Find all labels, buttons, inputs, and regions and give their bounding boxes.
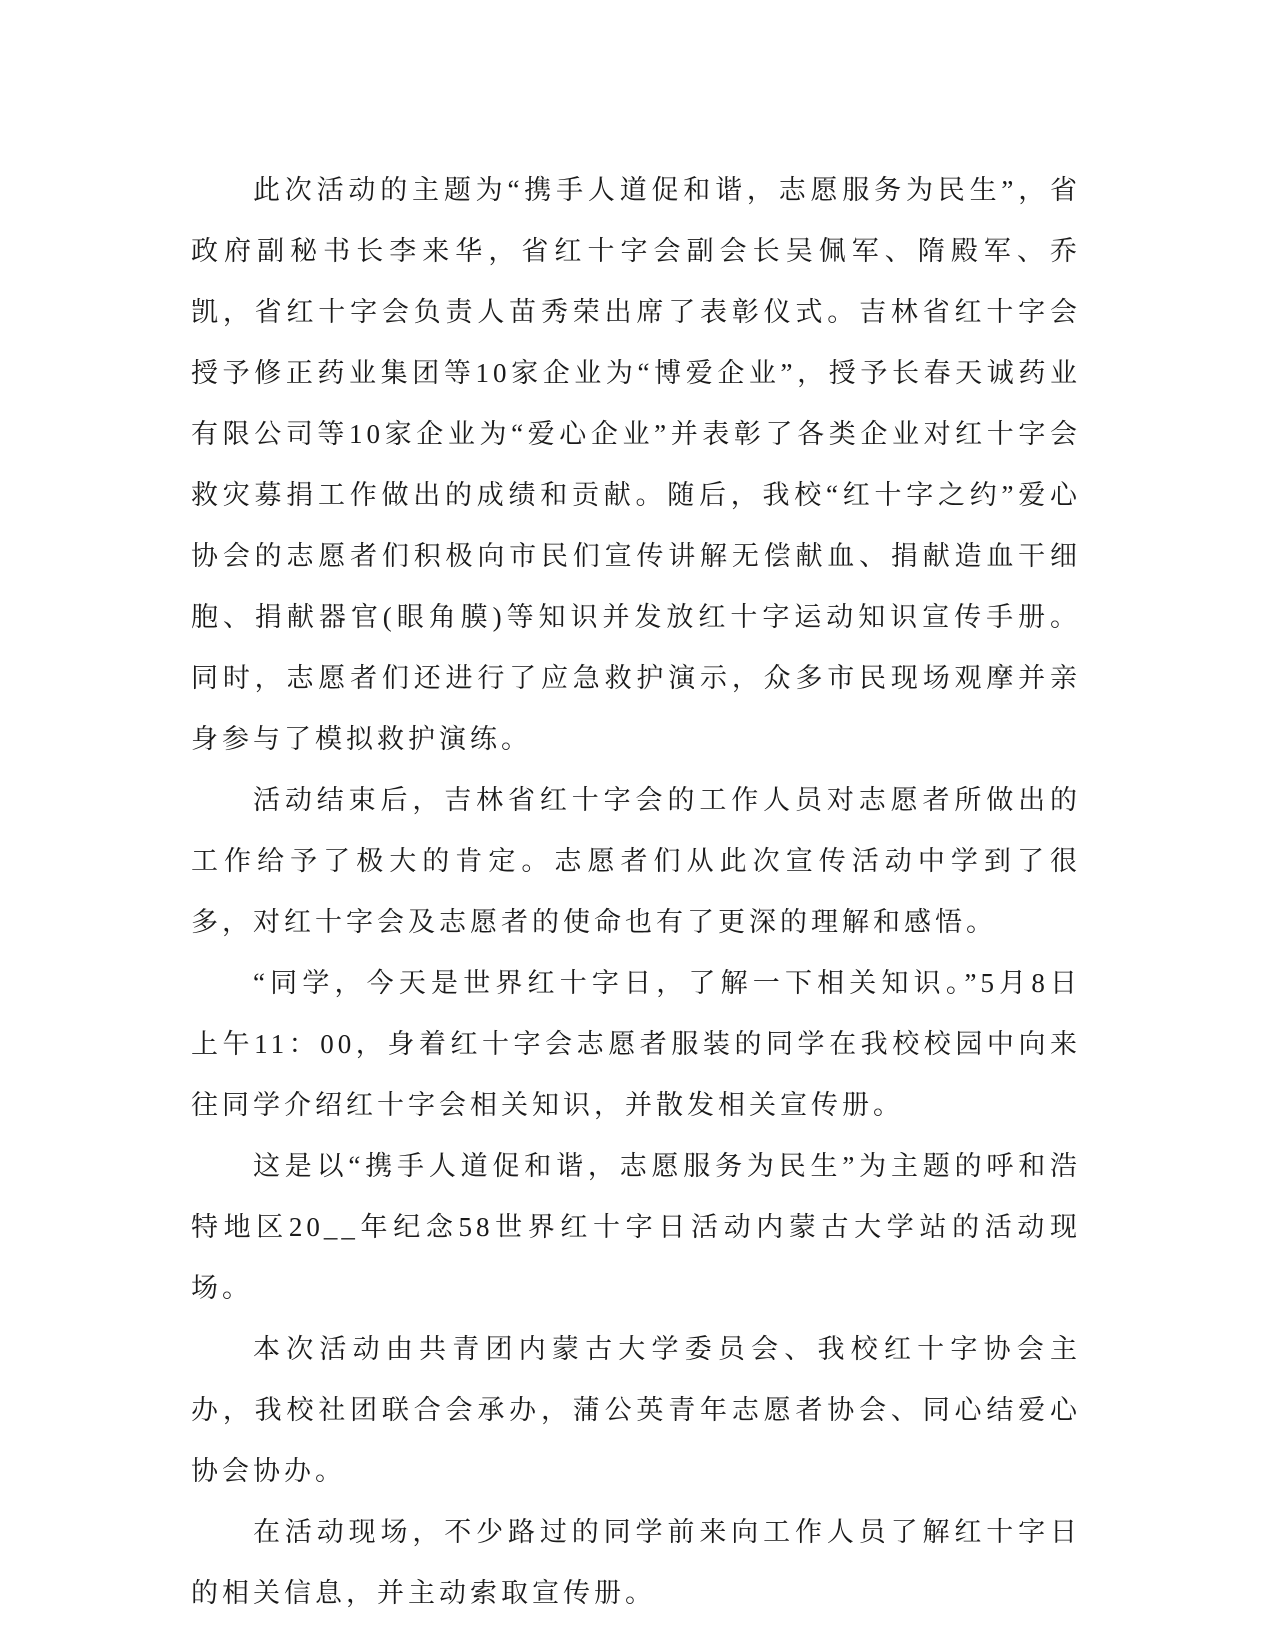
paragraph-6: 在活动现场，不少路过的同学前来向工作人员了解红十字日的相关信息，并主动索取宣传册。: [191, 1517, 1081, 1608]
document-body: [191, 160, 1081, 1624]
paragraph-3: “同学，今天是世界红十字日，了解一下相关知识。”5月8日上午11：00，身着红十字会志愿者服装的同学在我校校园中向来往同学介绍红十字会相关知识，并散发相关宣传册。: [191, 968, 1081, 1120]
paragraph-5: 本次活动由共青团内蒙古大学委员会、我校红十字协会主办，我校社团联合会承办，蒲公英青年志愿者协会、同心结爱心协会协办。: [191, 1334, 1081, 1486]
paragraph-1: 此次活动的主题为“携手人道促和谐，志愿服务为民生”，省政府副秘书长李来华，省红十字会副会长吴佩军、隋殿军、乔凯，省红十字会负责人苗秀荣出席了表彰仪式。吉林省红十字会授予修正药业集团等10家企业为“博爱企业”，授予长春天诚药业有限公司等10家企业为“爱心企业”并表彰了各类企业对红十字会救灾募捐工作做出的成绩和贡献。随后，我校“红十字之约”爱心协会的志愿者们积极向市民们宣传讲解无偿献血、捐献造血干细胞、捐献器官(眼角膜)等知识并发放红十字运动知识宣传手册。同时，志愿者们还进行了应急救护演示，众多市民现场观摩并亲身参与了模拟救护演练。: [191, 175, 1081, 754]
paragraph-4: 这是以“携手人道促和谐，志愿服务为民生”为主题的呼和浩特地区20__年纪念58世界红十字日活动内蒙古大学站的活动现场。: [191, 1151, 1081, 1303]
paragraph-2: 活动结束后，吉林省红十字会的工作人员对志愿者所做出的工作给予了极大的肯定。志愿者们从此次宣传活动中学到了很多，对红十字会及志愿者的使命也有了更深的理解和感悟。: [191, 785, 1081, 937]
